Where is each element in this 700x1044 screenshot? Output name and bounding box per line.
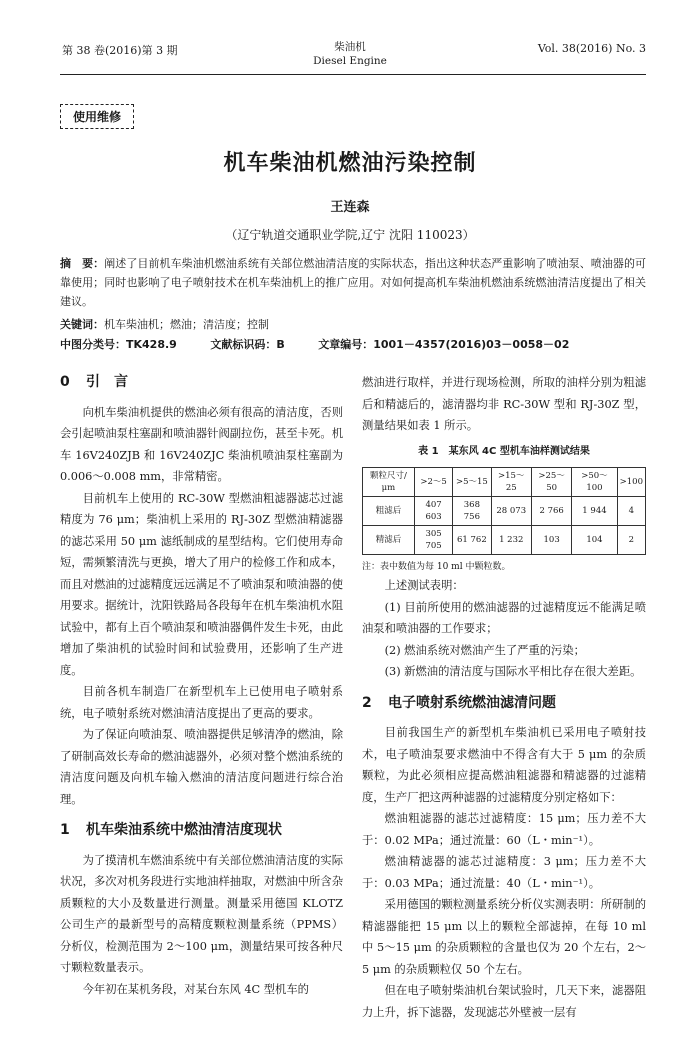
paper-title: 机车柴油机燃油污染控制 <box>223 151 477 176</box>
abstract <box>60 254 646 311</box>
affiliation: （辽宁轨道交通职业学院,辽宁 沈阳 110023） <box>225 228 475 242</box>
table-header-cell: 颗粒尺寸/μm <box>363 468 415 497</box>
paragraph: 采用德国的颗粒测量系统分析仪实测表明：所研制的精滤器能把 15 μm 以上的颗粒全部滤掉，在每 10 ml 中 5～15 μm 的杂质颗粒的含量也仅为 20 个左右，2～5 μm 的杂质颗粒仅 50 个左右。 <box>362 898 646 976</box>
paragraph: (1) 目前所使用的燃油滤器的过滤精度远不能满足喷油泵和喷油器的工作要求； <box>362 600 646 635</box>
section-title: 引 言 <box>86 374 128 390</box>
article-meta <box>60 336 599 352</box>
section-title: 机车柴油系统中燃油清洁度现状 <box>86 822 282 838</box>
keywords-label: 关键词： <box>60 318 104 331</box>
paragraph: 燃油精滤器的滤芯过滤精度：3 μm；压力差不大于：0.03 MPa；通过流量：40（L・min⁻¹）。 <box>362 855 646 890</box>
table-cell: 305 705 <box>414 526 452 555</box>
doc-code: 文献标识码：B <box>210 338 285 351</box>
issue-label-en: Vol. 38(2016) No. 3 <box>537 42 646 55</box>
abstract-text: 阐述了目前机车柴油机燃油系统有关部位燃油清洁度的实际状态，指出这种状态严重影响了喷油泵、喷油器的可靠使用；同时也影响了电子喷射技术在机车柴油机上的推广应用。对如何提高机车柴油机燃油系统燃油清洁度提出了相关建议。 <box>60 257 646 308</box>
paragraph: (3) 新燃油的清洁度与国际水平相比存在很大差距。 <box>384 665 642 678</box>
header-divider <box>60 74 646 75</box>
paragraph: 但在电子喷射柴油机台架试验时，几天下来，滤器阻力上升，拆下滤器，发现滤芯外壁被一层有 <box>362 984 646 1019</box>
paragraph: 燃油进行取样，并进行现场检测，所取的油样分别为粗滤后和精滤后的，滤清器均非 RC-30W 型和 RJ-30Z 型，测量结果如表 1 所示。 <box>362 376 646 432</box>
table-cell: 1 944 <box>572 497 617 526</box>
paragraph: 燃油粗滤器的滤芯过滤精度：15 μm；压力差不大于：0.02 MPa；通过流量：60（L・min⁻¹）。 <box>362 812 646 847</box>
category-tag: 使用维修 <box>60 104 134 129</box>
abstract-label: 摘 要： <box>60 257 105 270</box>
table-header-cell: >50～100 <box>572 468 617 497</box>
clc-number: 中图分类号：TK428.9 <box>60 338 177 351</box>
journal-name-en: Diesel Engine <box>313 55 387 67</box>
section-number: 1 <box>60 822 70 838</box>
section-heading <box>362 693 646 715</box>
paragraph: 目前各机车制造厂在新型机车上已使用电子喷射系统，电子喷射系统对燃油清洁度提出了更高的要求。 <box>60 685 343 720</box>
table-header-cell: >15～25 <box>491 468 531 497</box>
table-header-row <box>363 468 646 497</box>
table-header-cell: >25～50 <box>531 468 571 497</box>
issue-label: 第 38 卷(2016)第 3 期 <box>62 44 178 57</box>
paragraph: 为了保证向喷油泵、喷油器提供足够清净的燃油，除了研制高效长寿命的燃油滤器外，必须对整个燃油系统的清洁度问题及向机车输入燃油的清洁度问题进行综合治理。 <box>60 728 343 806</box>
left-column <box>60 372 343 1000</box>
paragraph: 为了摸清机车燃油系统中有关部位燃油清洁度的实际状况，多次对机务段进行实地油样抽取，对燃油中所含杂质颗粒的大小及数量进行测量。测量采用德国 KLOTZ 公司生产的最新型号的高精度颗粒测量系统（PPMS）分析仪，检测范围为 2～100 μm，测量结果可按各种尺寸颗粒数量表示。 <box>60 853 343 974</box>
table-cell: 28 073 <box>491 497 531 526</box>
table-note: 注：表中数值为每 10 ml 中颗粒数。 <box>362 562 511 572</box>
table-row <box>363 526 646 555</box>
keywords <box>60 316 269 332</box>
table-header-cell: >5～15 <box>453 468 491 497</box>
table-header-cell: >2～5 <box>414 468 452 497</box>
section-number: 0 <box>60 374 70 390</box>
table-cell: 4 <box>617 497 645 526</box>
table-cell: 104 <box>572 526 617 555</box>
author: 王连森 <box>330 200 370 215</box>
table-cell: 1 232 <box>491 526 531 555</box>
table-cell: 2 <box>617 526 645 555</box>
table-header-cell: >100 <box>617 468 645 497</box>
article-number: 文章编号：1001－4357(2016)03－0058－02 <box>318 338 570 351</box>
table-cell: 2 766 <box>531 497 571 526</box>
table-cell: 103 <box>531 526 571 555</box>
table-cell: 368 756 <box>453 497 491 526</box>
right-column <box>362 372 646 1023</box>
section-number: 2 <box>362 694 372 711</box>
paragraph: 向机车柴油机提供的燃油必须有很高的清洁度，否则会引起喷油泵柱塞副和喷油器针阀副拉伤，甚至卡死。机车 16V240ZJB 和 16V240ZJC 柴油机喷油泵柱塞副为 0.006～0.008 mm，非常精密。 <box>60 405 343 483</box>
paragraph: (2) 燃油系统对燃油产生了严重的污染； <box>384 643 585 657</box>
section-heading <box>60 820 343 842</box>
data-table <box>362 467 646 555</box>
paragraph: 目前我国生产的新型机车柴油机已采用电子喷射技术，电子喷油泵要求燃油中不得含有大于 5 μm 的杂质颗粒，为此必须相应提高燃油粗滤器和精滤器的过滤精度，生产厂把这两种滤器的过滤精度分别定格如下： <box>362 726 646 804</box>
paragraph: 上述测试表明： <box>384 579 464 592</box>
table-caption: 表 1 某东风 4C 型机车油样测试结果 <box>418 445 590 457</box>
section-heading <box>60 372 343 394</box>
table-cell: 407 603 <box>414 497 452 526</box>
table-cell: 粗滤后 <box>363 497 415 526</box>
section-title: 电子喷射系统燃油滤清问题 <box>388 694 556 711</box>
table-cell: 精滤后 <box>363 526 415 555</box>
keywords-text: 机车柴油机；燃油；清洁度；控制 <box>104 318 269 331</box>
paragraph: 目前机车上使用的 RC-30W 型燃油粗滤器滤芯过滤精度为 76 μm；柴油机上采用的 RJ-30Z 型燃油精滤器的滤芯采用 50 μm 滤纸制成的星型结构。它们使用寿命短，需频繁清洗与更换，增大了用户的检修工作和成本，而且对燃油的过滤精度远远满足不了喷油泵和喷油器的使用要求。据统计，沈阳铁路局各段每年在机车柴油机水阻试验中，都有上百个喷油泵和喷油器偶件发生卡死，由此增加了柴油机的试验时间和试验费用，还影响了生产进度。 <box>60 491 343 677</box>
journal-name-cn: 柴油机 <box>334 41 366 53</box>
paragraph: 今年初在某机务段，对某台东风 4C 型机车的 <box>82 982 309 996</box>
table-cell: 61 762 <box>453 526 491 555</box>
table-row <box>363 497 646 526</box>
